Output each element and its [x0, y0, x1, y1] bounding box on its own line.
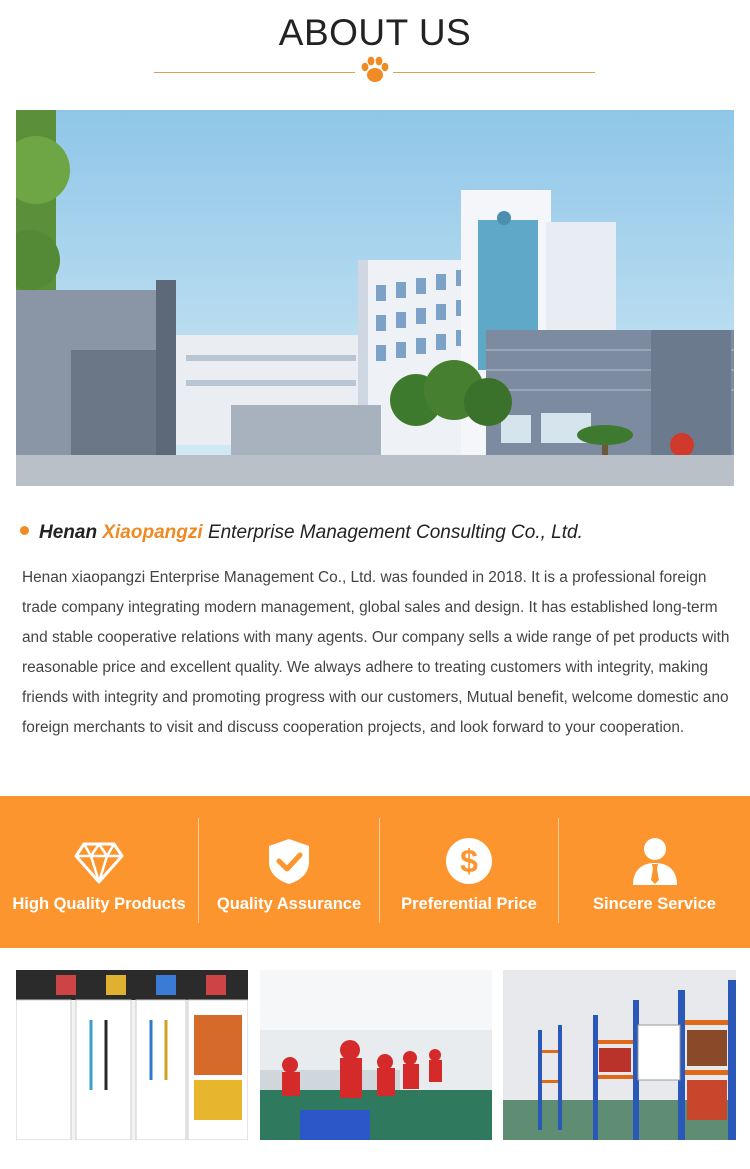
company-name-highlight: Xiaopangzi [102, 522, 203, 543]
bullet-dot-icon [20, 526, 29, 535]
dollar-coin-icon [444, 836, 494, 886]
diamond-icon [74, 836, 124, 886]
page-title: ABOUT US [278, 12, 472, 53]
company-heading [20, 522, 740, 544]
feature-quality-assurance [199, 796, 379, 948]
feature-label: Preferential Price [401, 895, 537, 913]
features-band [0, 796, 750, 948]
feature-label: Quality Assurance [216, 895, 362, 913]
company-name-suffix: Enterprise Management Consulting Co., Ltd. [207, 522, 583, 543]
company-name-prefix: Henan [39, 522, 98, 543]
company-description: Henan xiaopangzi Enterprise Management Co., Ltd. was founded in 2018. It is a professional foreign trade company integrating modern management, global sales and design. It has established long-term and stable cooperative relations with many agents. Our company sells a wide range of pet products with reasonable price and excellent quality. We always adhere to treating customers with integrity, making friends with integrity and promoting progress with our customers, Mutual benefit, welcome domestic ano foreign merchants to visit and discuss cooperation projects, and look forward to your cooperation. [22, 569, 730, 736]
shield-check-icon [264, 836, 314, 886]
showroom-photo [16, 970, 248, 1140]
feature-label: High Quality Products [12, 895, 186, 913]
factory-building-photo [16, 110, 734, 486]
paw-icon [359, 55, 391, 85]
feature-label: Sincere Service [593, 895, 716, 913]
feature-sincere-service [559, 796, 750, 948]
title-divider-left [154, 72, 355, 73]
feature-preferential-price [380, 796, 558, 948]
title-divider-right [393, 72, 595, 73]
warehouse-photo [503, 970, 736, 1140]
person-tie-icon [630, 836, 680, 886]
svg-text:$: $ [460, 843, 478, 879]
workshop-photo [260, 970, 492, 1140]
feature-high-quality [0, 796, 198, 948]
